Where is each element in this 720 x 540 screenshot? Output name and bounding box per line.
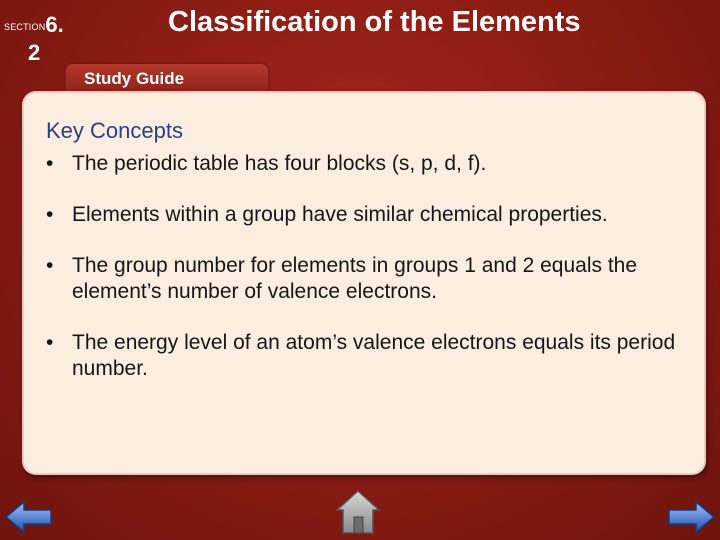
bullet-text: The energy level of an atom’s valence electrons equals its period number. [72,331,676,380]
study-guide-tab[interactable] [66,64,268,94]
tab-label: Study Guide [84,69,185,88]
section-tag [4,12,64,38]
home-button[interactable] [334,488,382,536]
next-button[interactable] [666,500,716,534]
bullet-icon: • [46,203,54,226]
bullet-text: The group number for elements in groups 1 and 2 equals the element’s number of valence electrons. [72,254,638,303]
key-concepts-heading: Key Concepts [46,118,183,143]
page-title: Classification of the Elements [168,6,581,38]
section-number: 6. [45,12,64,37]
list-item [46,151,686,177]
content-card [22,91,706,475]
bullet-icon: • [46,331,54,354]
bullet-icon: • [46,152,54,175]
section-label: SECTION [4,22,46,32]
bullet-text: Elements within a group have similar chemical properties. [72,203,608,226]
list-item [46,253,686,305]
section-subnumber: 2 [28,40,41,65]
bullet-text: The periodic table has four blocks (s, p, d, f). [72,152,487,175]
concept-list [46,151,686,407]
bullet-icon: • [46,254,54,277]
back-button[interactable] [4,500,54,534]
home-icon [334,488,382,536]
arrow-left-icon [4,500,54,534]
arrow-right-icon [666,500,716,534]
list-item [46,202,686,228]
list-item [46,330,686,382]
